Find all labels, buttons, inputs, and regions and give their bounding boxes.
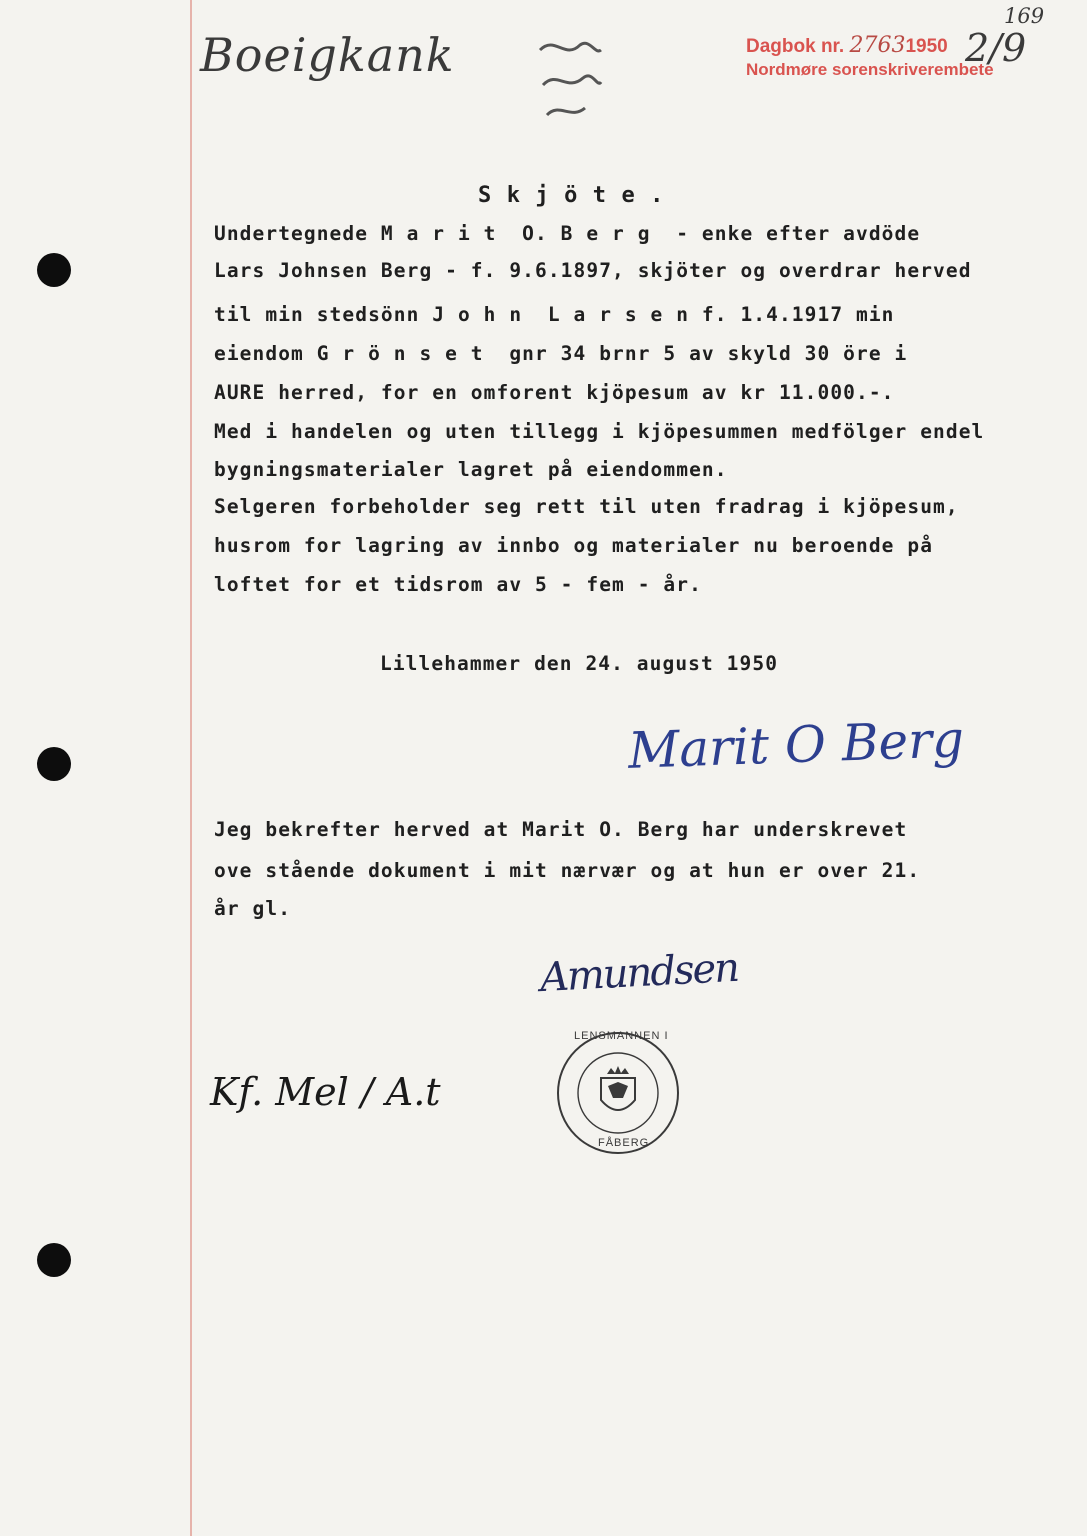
body-line-6: Med i handelen og uten tillegg i kjöpesummen medfölger endel xyxy=(214,420,985,443)
stamp-year: 1950 xyxy=(905,36,948,57)
pencil-scribble xyxy=(535,30,605,125)
body-line-1: Undertegnede M a r i t O. B e r g - enke efter avdöde xyxy=(214,222,921,245)
body-line-5: AURE herred, for en omforent kjöpesum av kr 11.000.-. xyxy=(214,381,895,404)
registry-stamp-line1 xyxy=(746,33,948,58)
confirm-line-2: ove stående dokument i mit nærvær og at hun er over 21. xyxy=(214,859,921,882)
body-line-3: til min stedsönn J o h n L a r s e n f. 1.4.1917 min xyxy=(214,303,895,326)
body-line-7: bygningsmaterialer lagret på eiendommen. xyxy=(214,458,728,481)
body-line-9: husrom for lagring av innbo og materialer nu beroende på xyxy=(214,534,934,557)
stamp-prefix: Dagbok nr. xyxy=(746,36,845,57)
date-line: Lillehammer den 24. august 1950 xyxy=(380,652,779,675)
confirm-line-1: Jeg bekrefter herved at Marit O. Berg har underskrevet xyxy=(214,818,908,841)
body-line-2: Lars Johnsen Berg - f. 9.6.1897, skjöter og overdrar herved xyxy=(214,259,972,282)
signature-witness: Amundsen xyxy=(538,944,739,1002)
punch-hole-top xyxy=(37,253,71,287)
stamp-date: 2/9 xyxy=(965,26,1027,70)
page-number: 169 xyxy=(1004,4,1045,28)
confirm-line-3: år gl. xyxy=(214,897,292,920)
document-title: S k j ö t e . xyxy=(478,183,665,208)
signature-seller: Marit O Berg xyxy=(627,710,965,780)
margin-line xyxy=(190,0,192,1536)
stamp-number: 2763 xyxy=(849,33,906,58)
punch-hole-middle xyxy=(37,747,71,781)
body-line-10: loftet for et tidsrom av 5 - fem - år. xyxy=(214,573,702,596)
pencil-note: Boeigkank xyxy=(200,28,455,82)
seal-text-bottom: FÅBERG xyxy=(598,1137,650,1149)
seal-text-top: LENSMANNEN I xyxy=(574,1030,669,1042)
bottom-note: Kf. Mel / A.t xyxy=(210,1070,441,1114)
body-line-8: Selgeren forbeholder seg rett til uten fradrag i kjöpesum, xyxy=(214,495,959,518)
body-line-4: eiendom G r ö n s e t gnr 34 brnr 5 av skyld 30 öre i xyxy=(214,342,908,365)
registry-stamp-line2: Nordmøre sorenskriverembete xyxy=(746,60,994,79)
punch-hole-bottom xyxy=(37,1243,71,1277)
